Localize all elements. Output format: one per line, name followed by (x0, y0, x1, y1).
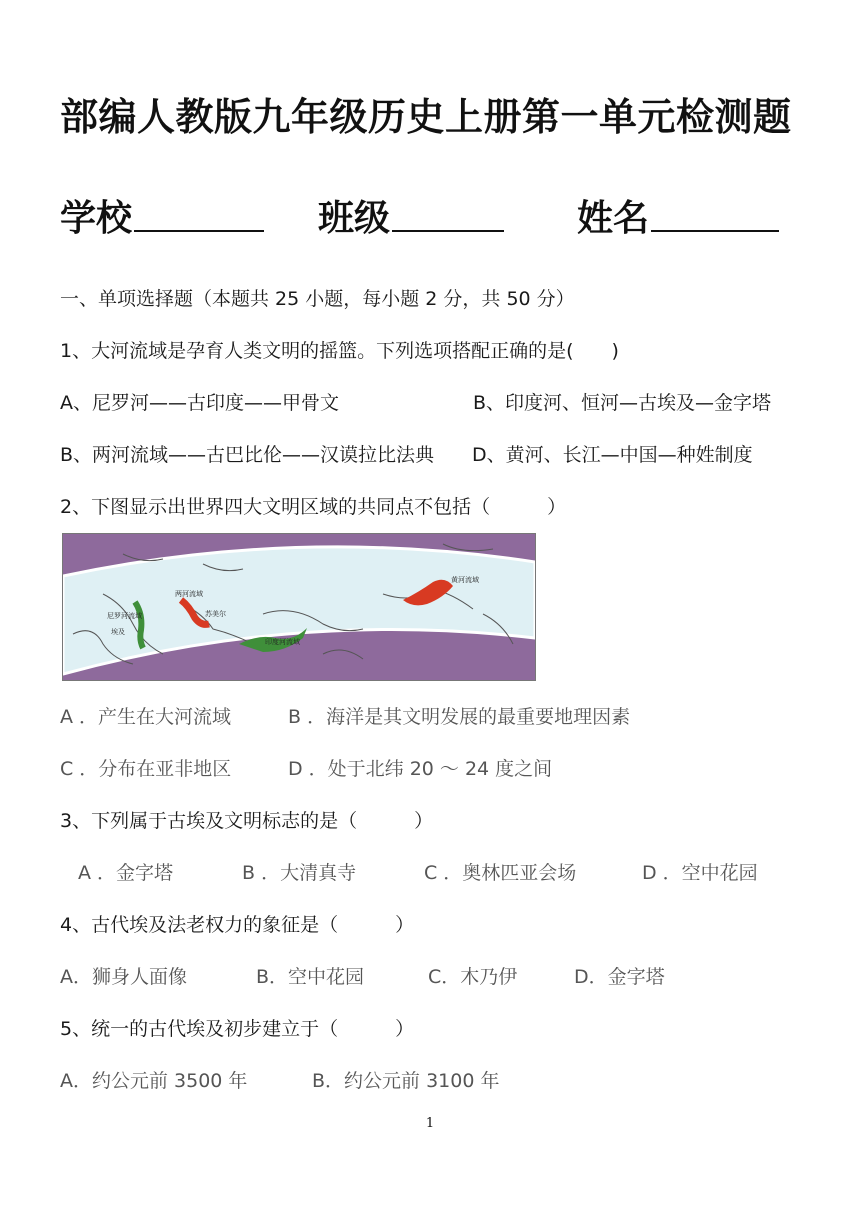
school-label: 学校 (60, 198, 133, 239)
map-label-egypt: 埃及 (111, 628, 125, 636)
q3-option-b: B ．大清真寺 (242, 862, 357, 884)
q3-option-a: A ．金字塔 (78, 862, 174, 884)
document-title: 部编人教版九年级历史上册第一单元检测题 (60, 95, 792, 139)
map-label-indus: 印度河流域 (265, 638, 300, 646)
q4-stem: 4、古代埃及法老权力的象征是（ ） (60, 914, 415, 936)
page-number: 1 (425, 1116, 435, 1131)
q4-option-a: A．狮身人面像 (60, 966, 187, 988)
name-label: 姓名 (577, 198, 650, 239)
map-label-mesopotamia: 两河流域 (175, 590, 203, 598)
q2-option-b: B ．海洋是其文明发展的最重要地理因素 (288, 706, 631, 728)
class-blank[interactable] (392, 230, 504, 232)
q2-stem: 2、下图显示出世界四大文明区域的共同点不包括（ ） (60, 496, 567, 518)
map-label-sumer: 苏美尔 (205, 610, 226, 618)
q5-option-a: A．约公元前 3500 年 (60, 1070, 248, 1092)
class-label: 班级 (318, 198, 391, 239)
q1-stem: 1、大河流域是孕育人类文明的摇篮。下列选项搭配正确的是( ) (60, 340, 619, 362)
q3-stem: 3、下列属于古埃及文明标志的是（ ） (60, 810, 434, 832)
q2-option-d: D ．处于北纬 20 ～ 24 度之间 (288, 758, 553, 780)
q1-option-d: D、黄河、长江—中国—种姓制度 (472, 444, 753, 466)
q2-option-c: C ．分布在亚非地区 (60, 758, 232, 780)
q4-option-d: D．金字塔 (574, 966, 665, 988)
map-label-nile: 尼罗河流域 (107, 612, 142, 620)
q4-option-b: B．空中花园 (256, 966, 365, 988)
q1-option-b: B、印度河、恒河—古埃及—金字塔 (473, 392, 772, 414)
school-blank[interactable] (134, 230, 264, 232)
section-heading: 一、单项选择题（本题共 25 小题，每小题 2 分，共 50 分） (60, 288, 575, 310)
q2-option-a: A ．产生在大河流域 (60, 706, 232, 728)
q5-stem: 5、统一的古代埃及初步建立于（ ） (60, 1018, 415, 1040)
q3-option-d: D ．空中花园 (642, 862, 758, 884)
name-blank[interactable] (651, 230, 779, 232)
four-civilizations-map (62, 533, 536, 681)
q4-option-c: C．木乃伊 (428, 966, 518, 988)
q1-option-a: A、尼罗河——古印度——甲骨文 (60, 392, 339, 414)
q5-option-b: B．约公元前 3100 年 (312, 1070, 500, 1092)
map-label-yellow-river: 黄河流域 (451, 576, 479, 584)
q3-option-c: C ．奥林匹亚会场 (424, 862, 577, 884)
q1-option-c: B、两河流域——古巴比伦——汉谟拉比法典 (60, 444, 435, 466)
